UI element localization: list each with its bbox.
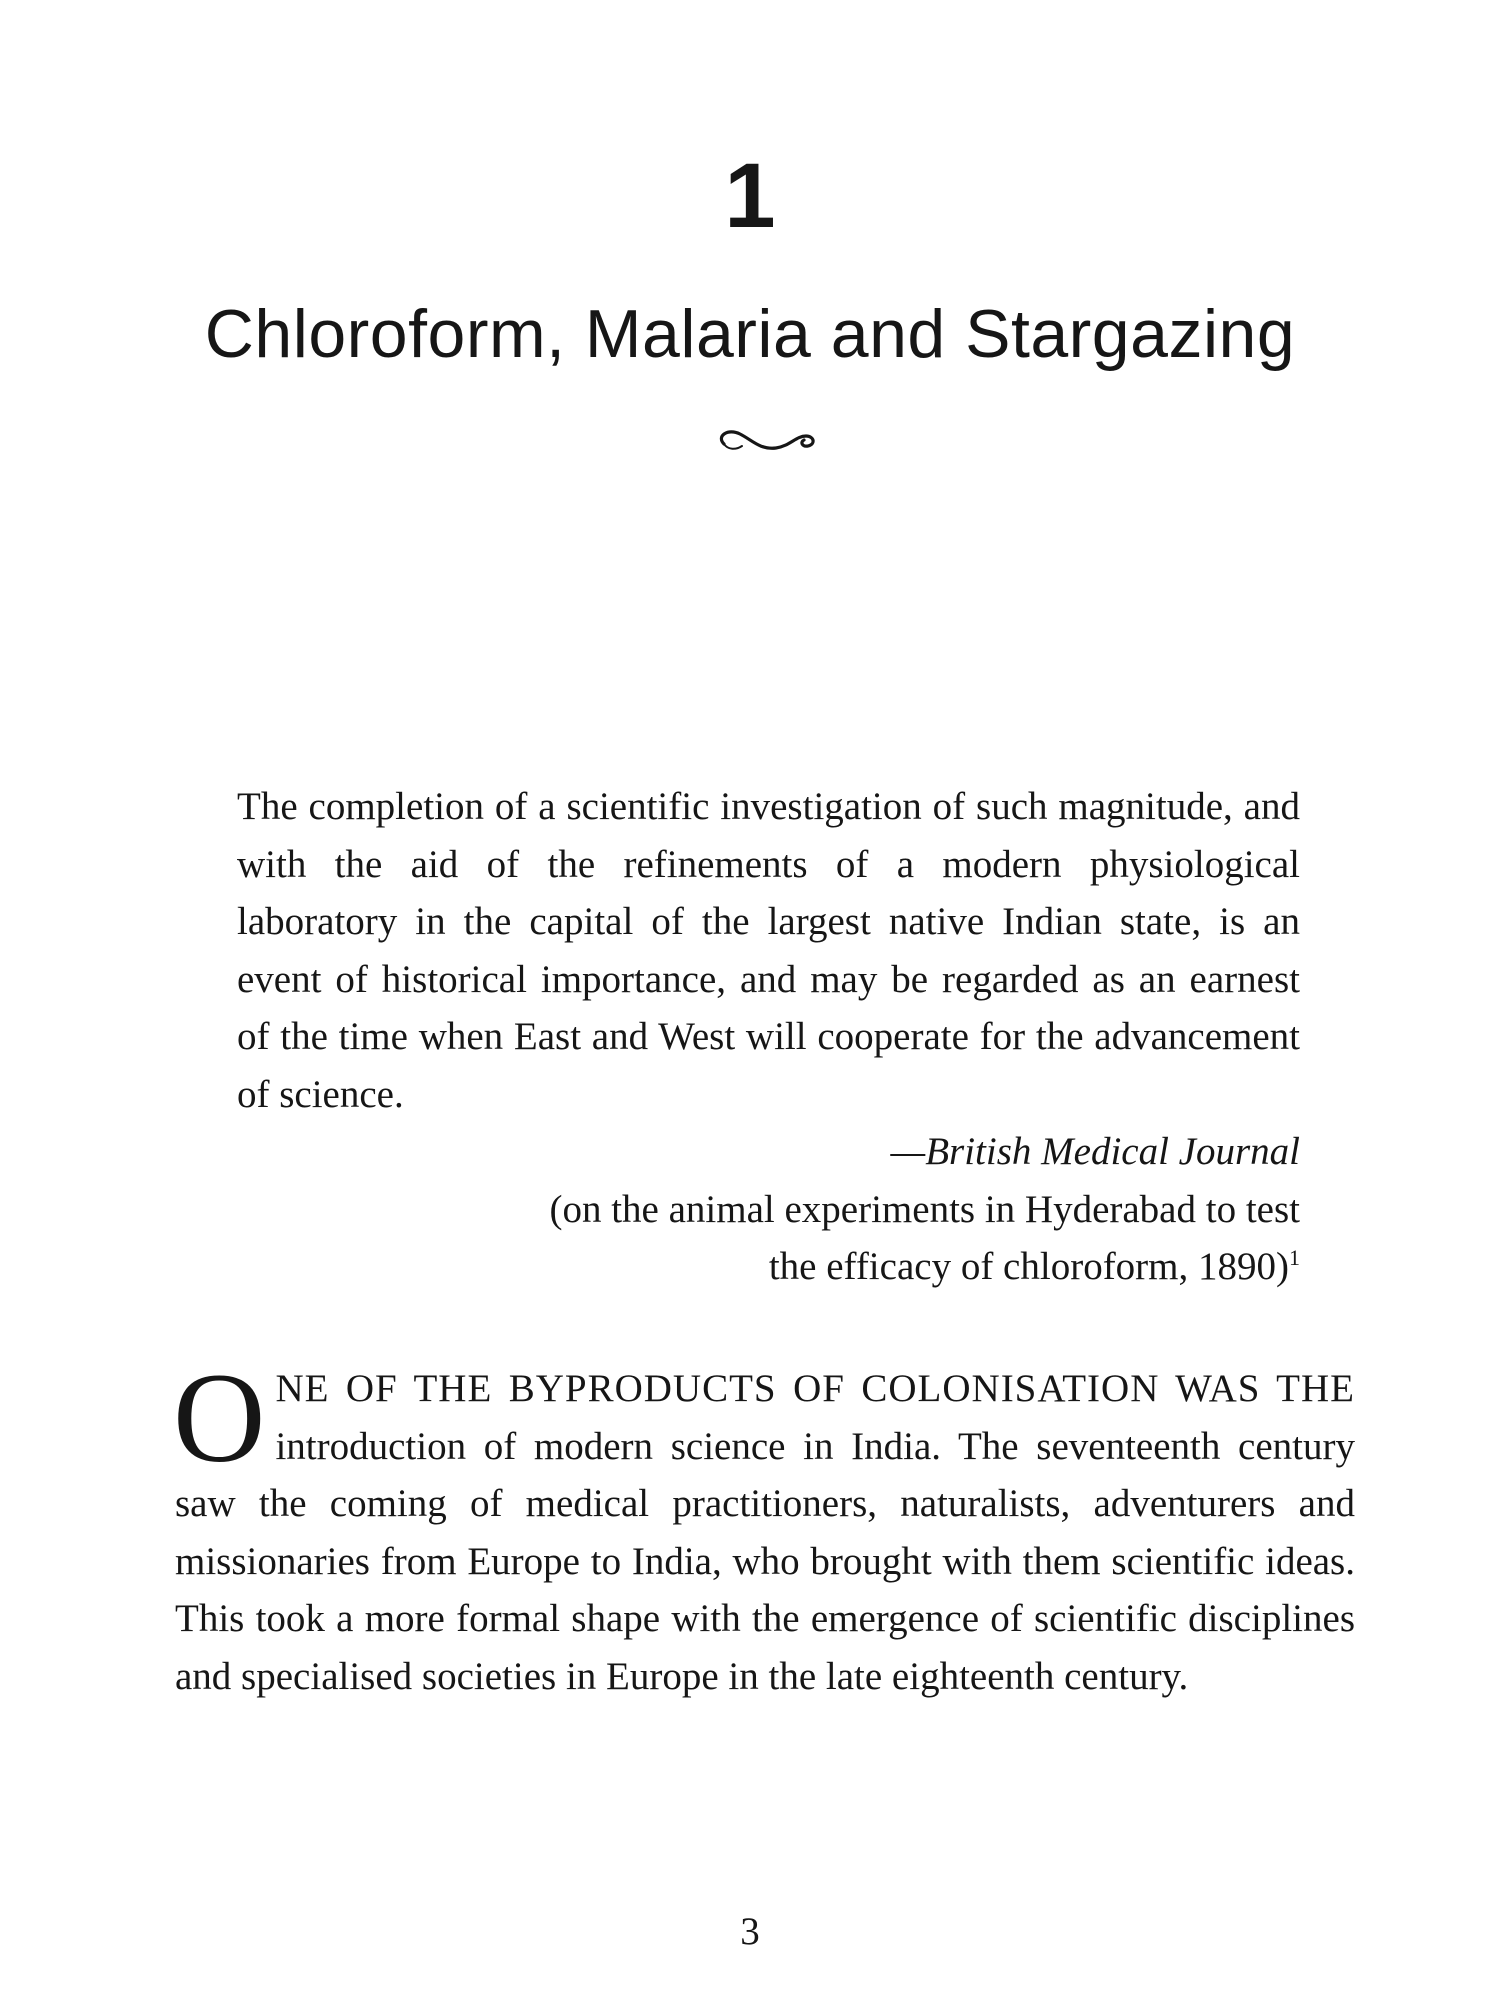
body-paragraph <box>173 1347 1355 1705</box>
epigraph-context-2: the efficacy of chloroform, 1890) <box>768 1245 1289 1288</box>
epigraph-context-line-1 <box>237 1181 1300 1239</box>
footnote-marker: 1 <box>1289 1245 1300 1270</box>
chapter-number: 1 <box>724 145 776 247</box>
epigraph-source: —British Medical Journal <box>890 1130 1300 1173</box>
opening-small-caps: NE OF THE BYPRODUCTS OF COLONISATION WAS THE <box>275 1367 1355 1410</box>
epigraph-text: The completion of a scientific investigation of such magnitude, and with the aid of the refinements of a modern physiological laboratory in the capital of the largest native Indian state, is an event of historical importance, and may be regarded as an earnest of the time when East and West will cooperate for the advancement of science. <box>237 785 1300 1116</box>
epigraph-source-line <box>237 1123 1300 1181</box>
body-text: introduction of modern science in India. The seventeenth century saw the coming of medical practitioners, naturalists, adventurers and missionaries from Europe to India, who brought with them scientific ideas. This took a more formal shape with the emergence of scientific disciplines and specialised societies in Europe in the late eighteenth century. <box>175 1424 1355 1698</box>
epigraph <box>237 778 1300 1296</box>
page-number: 3 <box>740 1910 760 1953</box>
swash-ornament-icon <box>710 420 820 460</box>
chapter-title: Chloroform, Malaria and Stargazing <box>204 296 1296 372</box>
drop-cap: O <box>173 1347 266 1489</box>
epigraph-context-line-2 <box>237 1238 1300 1296</box>
epigraph-context-1: (on the animal experiments in Hyderabad to test <box>549 1187 1300 1231</box>
